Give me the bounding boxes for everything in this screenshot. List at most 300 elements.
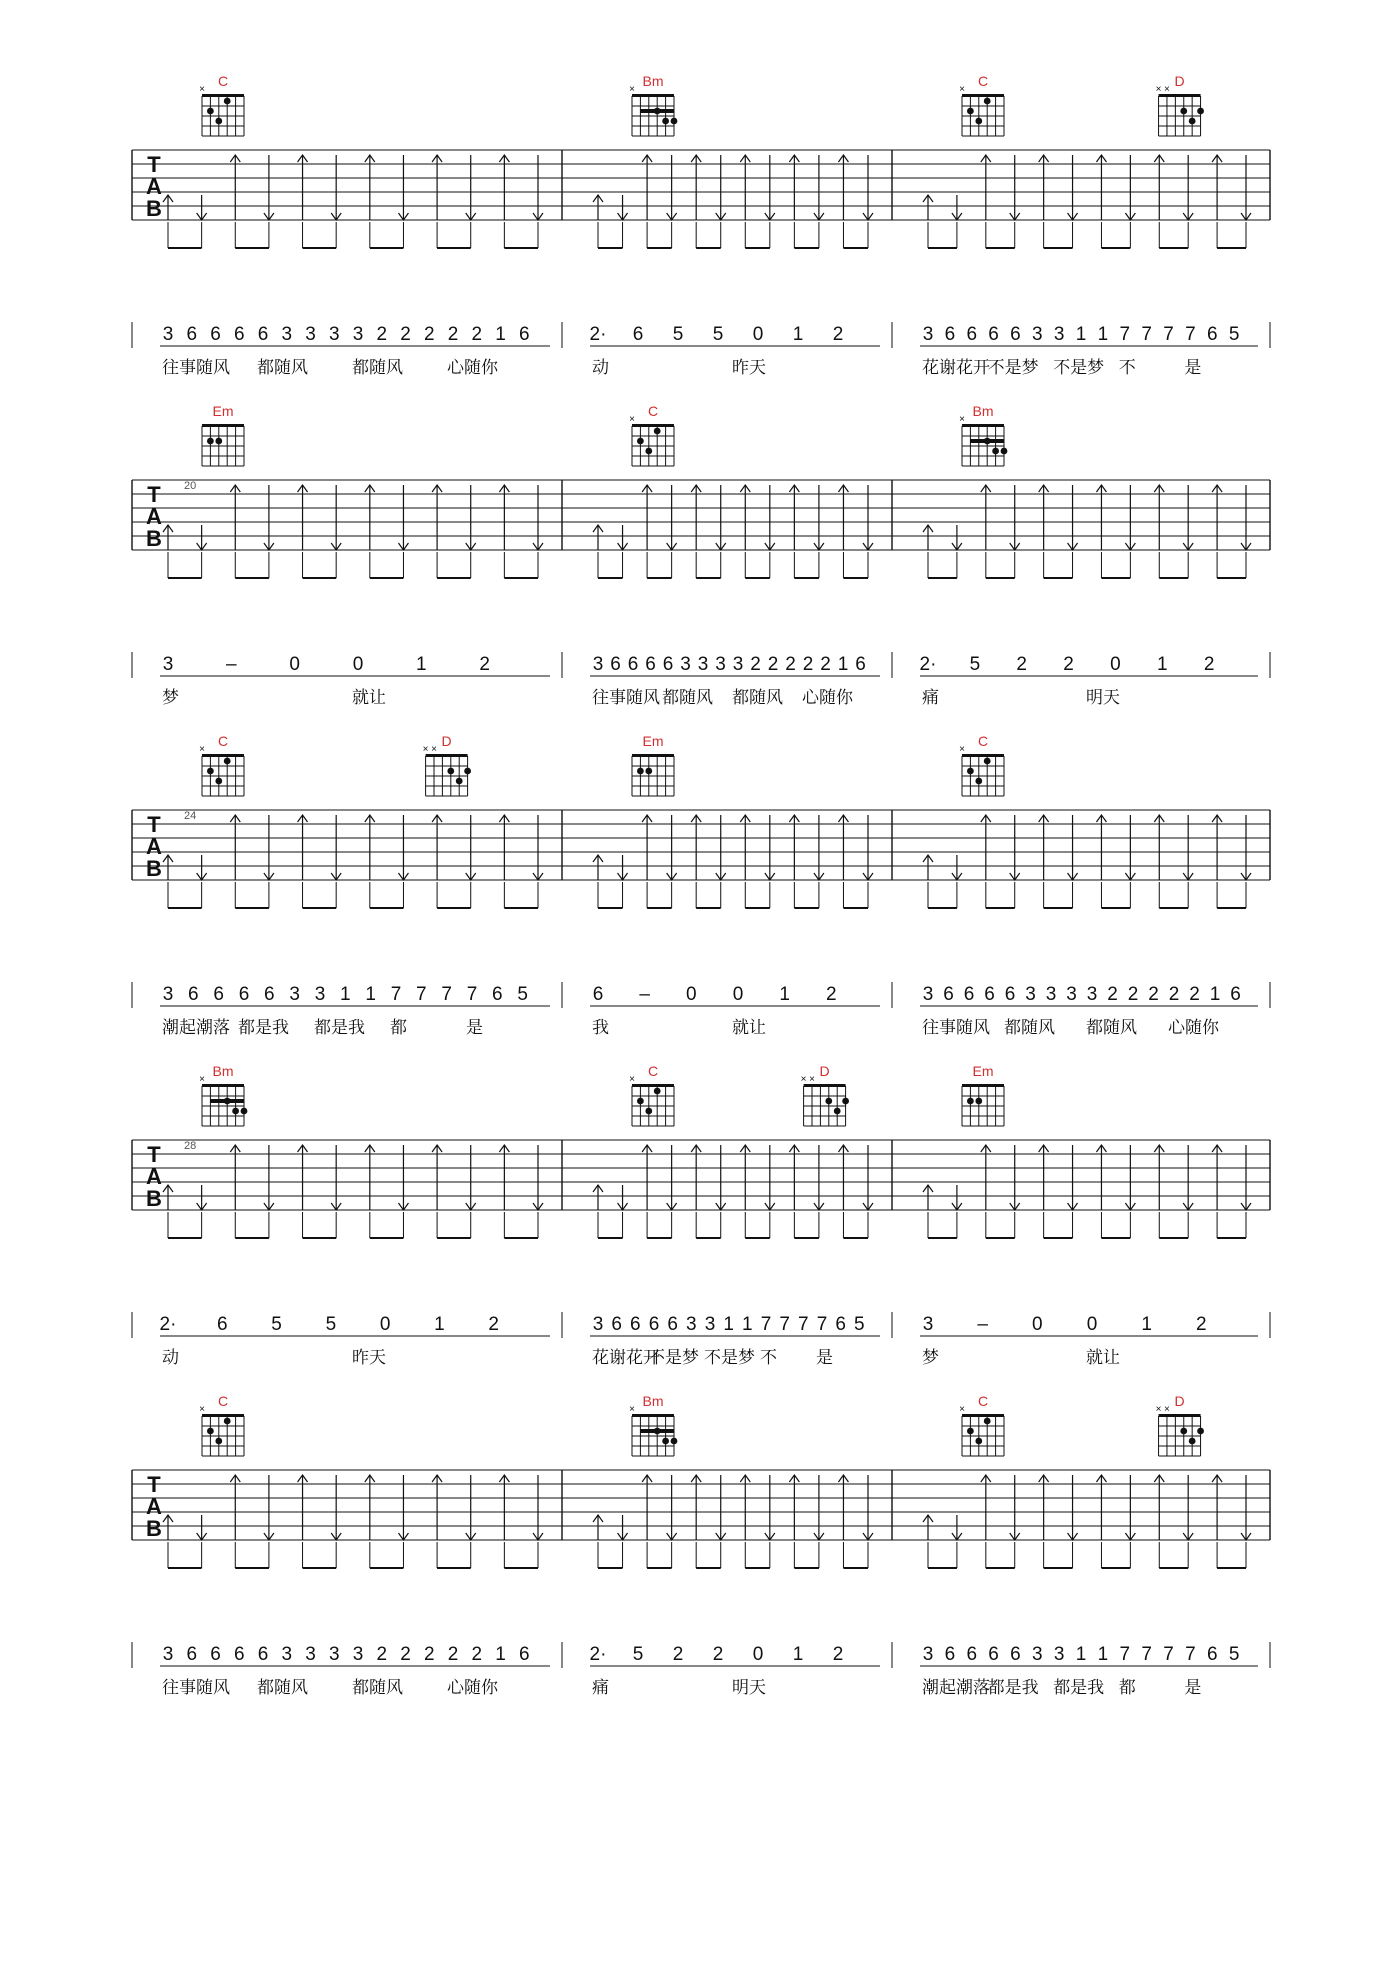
jianpu-note: 1 <box>1141 1314 1152 1335</box>
tab-letter: A <box>146 504 162 529</box>
lyric: 都随风 <box>352 1678 403 1697</box>
jianpu-note: 6 <box>186 1644 198 1665</box>
jianpu-note: 6 <box>216 1314 228 1335</box>
finger-dot <box>215 1438 222 1445</box>
jianpu-note: 6 <box>233 324 245 345</box>
finger-dot <box>842 1098 849 1105</box>
lyric: 都是我 <box>987 1678 1039 1697</box>
jianpu-note: 7 <box>760 1314 772 1335</box>
finger-dot <box>207 438 214 445</box>
jianpu-note: 2 <box>832 324 844 345</box>
jianpu-note: 2 <box>376 324 388 345</box>
jianpu-note: 6 <box>611 1314 622 1335</box>
jianpu-note: 2 <box>712 1644 724 1665</box>
jianpu-note: 5 <box>271 1314 282 1335</box>
tab-letter: B <box>146 526 162 551</box>
mute-mark: × <box>1164 1404 1170 1415</box>
jianpu-note: 6 <box>257 324 269 345</box>
jianpu-note: 2 <box>423 1644 435 1665</box>
jianpu-note: – <box>226 654 237 675</box>
finger-dot <box>207 108 214 115</box>
jianpu-note: 2· <box>919 654 937 675</box>
chord-nut <box>202 1084 244 1087</box>
lyric: 昨天 <box>352 1348 386 1367</box>
jianpu-note: 6 <box>592 984 604 1005</box>
jianpu-note: 3 <box>922 984 934 1005</box>
chord-diagram <box>423 733 471 796</box>
jianpu-note: 0 <box>752 324 764 345</box>
jianpu-note: 5 <box>969 654 981 675</box>
lyric: 花谢花开 <box>592 1348 660 1367</box>
jianpu-note: 3 <box>680 654 691 675</box>
jianpu-note: 1 <box>1075 324 1087 345</box>
finger-dot <box>232 1108 239 1115</box>
jianpu-note: 5 <box>672 324 684 345</box>
finger-dot <box>215 778 222 785</box>
jianpu-note: 6 <box>186 324 198 345</box>
lyric: 心随你 <box>447 358 498 377</box>
jianpu-note: 0 <box>686 984 697 1005</box>
system <box>132 403 1270 707</box>
tab-letter: T <box>147 152 161 177</box>
lyric: 是 <box>1184 358 1202 377</box>
jianpu-note: 2 <box>1196 1314 1207 1335</box>
lyric: 都随风 <box>732 688 783 707</box>
jianpu-note: 6 <box>1230 984 1241 1005</box>
jianpu-note: 7 <box>1119 1644 1131 1665</box>
mute-mark: × <box>959 414 965 425</box>
chord-diagram <box>629 73 677 136</box>
lyric: 梦 <box>162 688 179 707</box>
jianpu-note: 0 <box>352 654 364 675</box>
jianpu-note: 3 <box>328 1644 340 1665</box>
chord-diagram <box>199 733 244 796</box>
finger-dot <box>984 98 991 105</box>
jianpu-note: 1 <box>1075 1644 1087 1665</box>
lyric: 不 <box>760 1348 777 1367</box>
finger-dot <box>447 768 454 775</box>
finger-dot <box>1180 108 1187 115</box>
lyric: 是 <box>466 1018 483 1037</box>
finger-dot <box>654 1428 661 1435</box>
lyric: 都随风 <box>1004 1018 1055 1037</box>
chord-nut <box>962 754 1004 757</box>
system <box>132 1063 1270 1367</box>
jianpu-note: 2 <box>423 324 435 345</box>
jianpu-note: 3 <box>1032 324 1043 345</box>
finger-dot <box>637 1098 644 1105</box>
chord-nut <box>632 1414 674 1417</box>
finger-dot <box>645 768 652 775</box>
mute-mark: × <box>959 1404 965 1415</box>
jianpu-note: 1 <box>1097 324 1109 345</box>
jianpu-note: 3 <box>922 1644 934 1665</box>
chord-nut <box>632 424 674 427</box>
lyric: 都随风 <box>1086 1018 1137 1037</box>
finger-dot <box>975 1098 982 1105</box>
lyric: 都是我 <box>238 1018 289 1037</box>
jianpu-note: 6 <box>988 1644 999 1665</box>
finger-dot <box>654 428 661 435</box>
finger-dot <box>645 448 652 455</box>
jianpu-note: 7 <box>798 1314 809 1335</box>
chord-name: Bm <box>212 1063 234 1079</box>
lyric: 明天 <box>1086 688 1120 707</box>
jianpu-note: 5 <box>854 1314 865 1335</box>
jianpu-note: 2 <box>802 654 814 675</box>
finger-dot <box>984 758 991 765</box>
jianpu-note: 3 <box>305 1644 316 1665</box>
jianpu-note: 6 <box>492 984 503 1005</box>
lyric: 都随风 <box>257 1678 308 1697</box>
jianpu-note: 7 <box>416 984 427 1005</box>
chord-name: D <box>1174 73 1185 89</box>
jianpu-note: – <box>639 984 650 1005</box>
chord-name: C <box>217 1393 229 1409</box>
jianpu-note: 2 <box>1107 984 1118 1005</box>
jianpu-note: 3 <box>1066 984 1077 1005</box>
jianpu-note: 3 <box>1025 984 1036 1005</box>
finger-dot <box>992 448 999 455</box>
jianpu-note: 3 <box>697 654 709 675</box>
finger-dot <box>654 108 661 115</box>
lyric: 往事随风 <box>162 358 230 377</box>
jianpu-note: 0 <box>752 1644 764 1665</box>
mute-mark: × <box>199 1404 205 1415</box>
jianpu-note: 6 <box>1010 1644 1021 1665</box>
tab-letter: T <box>147 812 161 837</box>
jianpu-note: 3 <box>1086 984 1098 1005</box>
jianpu-note: 6 <box>648 1314 660 1335</box>
mute-mark: × <box>1164 84 1170 95</box>
lyric: 不是梦 <box>704 1348 755 1367</box>
jianpu-note: 6 <box>988 324 999 345</box>
jianpu-note: 2 <box>471 324 483 345</box>
lyric: 明天 <box>732 1678 766 1697</box>
jianpu-note: – <box>977 1314 988 1335</box>
lyric: 是 <box>1184 1678 1202 1697</box>
jianpu-note: 3 <box>352 1644 364 1665</box>
finger-dot <box>1189 118 1196 125</box>
finger-dot <box>637 438 644 445</box>
lyric: 痛 <box>922 688 939 707</box>
finger-dot <box>1001 448 1008 455</box>
tab-letter: A <box>146 174 162 199</box>
lyric: 都随风 <box>352 358 403 377</box>
finger-dot <box>967 108 974 115</box>
chord-diagram <box>1156 1393 1204 1456</box>
chord-diagram <box>962 1063 1004 1126</box>
chord-name: Bm <box>972 403 994 419</box>
jianpu-note: 0 <box>289 654 300 675</box>
jianpu-note: 6 <box>213 984 224 1005</box>
chord-diagram <box>959 73 1004 136</box>
finger-dot <box>671 1438 678 1445</box>
lyric: 都随风 <box>257 358 308 377</box>
jianpu-note: 2· <box>159 1314 177 1335</box>
finger-dot <box>1197 1428 1204 1435</box>
lyric: 都随风 <box>662 688 713 707</box>
tab-letter: A <box>146 1494 162 1519</box>
jianpu-note: 6 <box>966 1644 978 1665</box>
jianpu-note: 2· <box>589 324 607 345</box>
chord-diagram <box>629 1393 677 1456</box>
jianpu-note: 2 <box>1016 654 1028 675</box>
jianpu-note: 6 <box>944 324 956 345</box>
chord-nut <box>962 1414 1004 1417</box>
chord-name: C <box>647 403 659 419</box>
finger-dot <box>215 438 222 445</box>
jianpu-note: 7 <box>390 984 402 1005</box>
jianpu-note: 3 <box>704 1314 716 1335</box>
tab-letter: B <box>146 1186 162 1211</box>
jianpu-note: 3 <box>922 324 934 345</box>
jianpu-note: 1 <box>495 324 506 345</box>
jianpu-note: 7 <box>779 1314 790 1335</box>
tab-letter: T <box>147 482 161 507</box>
chord-name: C <box>977 733 989 749</box>
lyric: 梦 <box>922 1348 939 1367</box>
jianpu-note: 1 <box>416 654 427 675</box>
jianpu-note: 7 <box>1185 324 1196 345</box>
jianpu-note: 6 <box>610 654 621 675</box>
jianpu-note: 2 <box>400 1644 411 1665</box>
finger-dot <box>662 118 669 125</box>
chord-diagram <box>1156 73 1204 136</box>
jianpu-note: 7 <box>466 984 478 1005</box>
chord-name: C <box>977 1393 989 1409</box>
jianpu-note: 1 <box>742 1314 753 1335</box>
lyric: 花谢花开 <box>922 358 990 377</box>
jianpu-note: 6 <box>966 324 978 345</box>
jianpu-note: 2 <box>750 654 761 675</box>
mute-mark: × <box>199 1074 205 1085</box>
jianpu-note: 6 <box>518 324 530 345</box>
chord-diagram <box>632 733 674 796</box>
jianpu-note: 2 <box>1148 984 1159 1005</box>
chord-name: D <box>819 1063 830 1079</box>
chord-nut <box>202 1414 244 1417</box>
chord-name: Em <box>972 1063 994 1079</box>
bar-number: 20 <box>184 480 197 492</box>
jianpu-note: 3 <box>1053 324 1065 345</box>
jianpu-note: 1 <box>340 984 351 1005</box>
jianpu-note: 3 <box>352 324 364 345</box>
finger-dot <box>967 1428 974 1435</box>
mute-mark: × <box>629 1074 635 1085</box>
jianpu-note: 5 <box>1228 1644 1240 1665</box>
jianpu-note: 0 <box>1086 1314 1098 1335</box>
lyric: 是 <box>816 1348 833 1367</box>
jianpu-note: 7 <box>1185 1644 1196 1665</box>
mute-mark: × <box>199 744 205 755</box>
finger-dot <box>224 1418 231 1425</box>
lyric: 就让 <box>352 688 386 707</box>
jianpu-note: 3 <box>281 1644 293 1665</box>
tab-letter: T <box>147 1142 161 1167</box>
jianpu-note: 6 <box>233 1644 245 1665</box>
jianpu-note: 6 <box>630 1314 641 1335</box>
jianpu-note: 1 <box>1209 984 1221 1005</box>
chord-name: Em <box>212 403 234 419</box>
bar-number: 28 <box>184 1140 197 1152</box>
jianpu-note: 2 <box>1189 984 1200 1005</box>
jianpu-note: 3 <box>592 654 604 675</box>
jianpu-note: 7 <box>1163 1644 1174 1665</box>
jianpu-note: 3 <box>314 984 326 1005</box>
tab-letter: B <box>146 1516 162 1541</box>
jianpu-note: 3 <box>1032 1644 1043 1665</box>
mute-mark: × <box>1155 84 1162 95</box>
finger-dot <box>637 768 644 775</box>
jianpu-note: 6 <box>188 984 199 1005</box>
jianpu-note: 6 <box>257 1644 269 1665</box>
jianpu-note: 1 <box>365 984 376 1005</box>
chord-nut <box>202 94 244 97</box>
tab-letter: B <box>146 196 162 221</box>
mute-mark: × <box>1155 1404 1162 1415</box>
finger-dot <box>241 1108 248 1115</box>
chord-name: C <box>977 73 989 89</box>
chord-name: Em <box>642 733 664 749</box>
finger-dot <box>1189 1438 1196 1445</box>
jianpu-note: 2 <box>672 1644 684 1665</box>
finger-dot <box>464 768 471 775</box>
jianpu-note: 3 <box>281 324 293 345</box>
jianpu-note: 1 <box>434 1314 445 1335</box>
jianpu-note: 2 <box>376 1644 388 1665</box>
jianpu-note: 6 <box>238 984 250 1005</box>
jianpu-note: 7 <box>1141 1644 1152 1665</box>
jianpu-note: 2 <box>1168 984 1180 1005</box>
finger-dot <box>825 1098 832 1105</box>
chord-diagram <box>199 1063 247 1126</box>
chord-nut <box>962 1084 1004 1087</box>
finger-dot <box>207 768 214 775</box>
jianpu-note: 1 <box>837 654 849 675</box>
jianpu-note: 0 <box>379 1314 391 1335</box>
mute-mark: × <box>431 744 437 755</box>
system <box>132 733 1270 1037</box>
lyric: 心随你 <box>802 688 853 707</box>
jianpu-note: 6 <box>1206 1644 1218 1665</box>
jianpu-note: 2 <box>488 1314 500 1335</box>
jianpu-note: 6 <box>627 654 639 675</box>
chord-name: D <box>1174 1393 1185 1409</box>
lyric: 都 <box>390 1018 407 1037</box>
chord-name: C <box>217 73 229 89</box>
chord-name: C <box>647 1063 659 1079</box>
lyric: 心随你 <box>447 1678 498 1697</box>
lyric: 往事随风 <box>162 1678 230 1697</box>
finger-dot <box>224 758 231 765</box>
jianpu-note: 6 <box>210 1644 221 1665</box>
jianpu-note: 2 <box>447 1644 459 1665</box>
jianpu-note: 0 <box>1110 654 1121 675</box>
jianpu-note: 3 <box>328 324 340 345</box>
jianpu-note: 7 <box>1163 324 1174 345</box>
jianpu-note: 2· <box>589 1644 607 1665</box>
chord-nut <box>202 754 244 757</box>
chord-diagram <box>202 403 244 466</box>
jianpu-note: 3 <box>305 324 316 345</box>
mute-mark: × <box>809 1074 815 1085</box>
jianpu-note: 3 <box>1045 984 1057 1005</box>
finger-dot <box>984 1418 991 1425</box>
chord-name: D <box>441 733 452 749</box>
finger-dot <box>1180 1428 1187 1435</box>
jianpu-note: 3 <box>162 324 174 345</box>
finger-dot <box>984 438 991 445</box>
system <box>132 1393 1270 1697</box>
lyric: 心随你 <box>1168 1018 1219 1037</box>
finger-dot <box>834 1108 841 1115</box>
jianpu-note: 3 <box>162 1644 174 1665</box>
chord-name: Bm <box>642 1393 664 1409</box>
jianpu-note: 2 <box>447 324 459 345</box>
finger-dot <box>975 1438 982 1445</box>
jianpu-note: 6 <box>1206 324 1218 345</box>
jianpu-note: 1 <box>792 324 804 345</box>
jianpu-note: 1 <box>1156 654 1168 675</box>
lyric: 昨天 <box>732 358 766 377</box>
lyric: 都是我 <box>314 1018 365 1037</box>
jianpu-note: 3 <box>732 654 744 675</box>
jianpu-note: 5 <box>712 324 724 345</box>
mute-mark: × <box>199 84 205 95</box>
jianpu-note: 5 <box>1228 324 1240 345</box>
jianpu-note: 1 <box>723 1314 734 1335</box>
finger-dot <box>654 1088 661 1095</box>
jianpu-note: 6 <box>943 984 954 1005</box>
jianpu-note: 2 <box>1127 984 1139 1005</box>
lyric: 动 <box>592 358 609 377</box>
jianpu-note: 2 <box>471 1644 483 1665</box>
chord-diagram <box>959 403 1007 466</box>
mute-mark: × <box>422 744 429 755</box>
jianpu-note: 2 <box>767 654 779 675</box>
finger-dot <box>671 118 678 125</box>
tab-letter: A <box>146 834 162 859</box>
jianpu-note: 0 <box>732 984 744 1005</box>
lyric: 不 <box>1118 358 1136 377</box>
lyric: 潮起潮落 <box>162 1018 230 1037</box>
lyric: 都是我 <box>1053 1678 1105 1697</box>
lyric: 不是梦 <box>987 358 1039 377</box>
lyric: 往事随风 <box>922 1018 990 1037</box>
mute-mark: × <box>629 414 635 425</box>
chord-nut <box>632 754 674 757</box>
chord-diagram <box>199 73 244 136</box>
mute-mark: × <box>629 1404 635 1415</box>
lyric: 不是梦 <box>648 1348 699 1367</box>
bar-number: 24 <box>184 810 197 822</box>
mute-mark: × <box>629 84 635 95</box>
chord-diagram <box>199 1393 244 1456</box>
finger-dot <box>1197 108 1204 115</box>
jianpu-note: 2 <box>820 654 831 675</box>
jianpu-note: 1 <box>779 984 790 1005</box>
jianpu-note: 6 <box>1004 984 1016 1005</box>
lyric: 都 <box>1118 1678 1136 1697</box>
jianpu-note: 3 <box>686 1314 697 1335</box>
tab-letter: T <box>147 1472 161 1497</box>
finger-dot <box>975 118 982 125</box>
mute-mark: × <box>800 1074 807 1085</box>
jianpu-note: 6 <box>1010 324 1021 345</box>
chord-diagram <box>629 1063 674 1126</box>
finger-dot <box>207 1428 214 1435</box>
